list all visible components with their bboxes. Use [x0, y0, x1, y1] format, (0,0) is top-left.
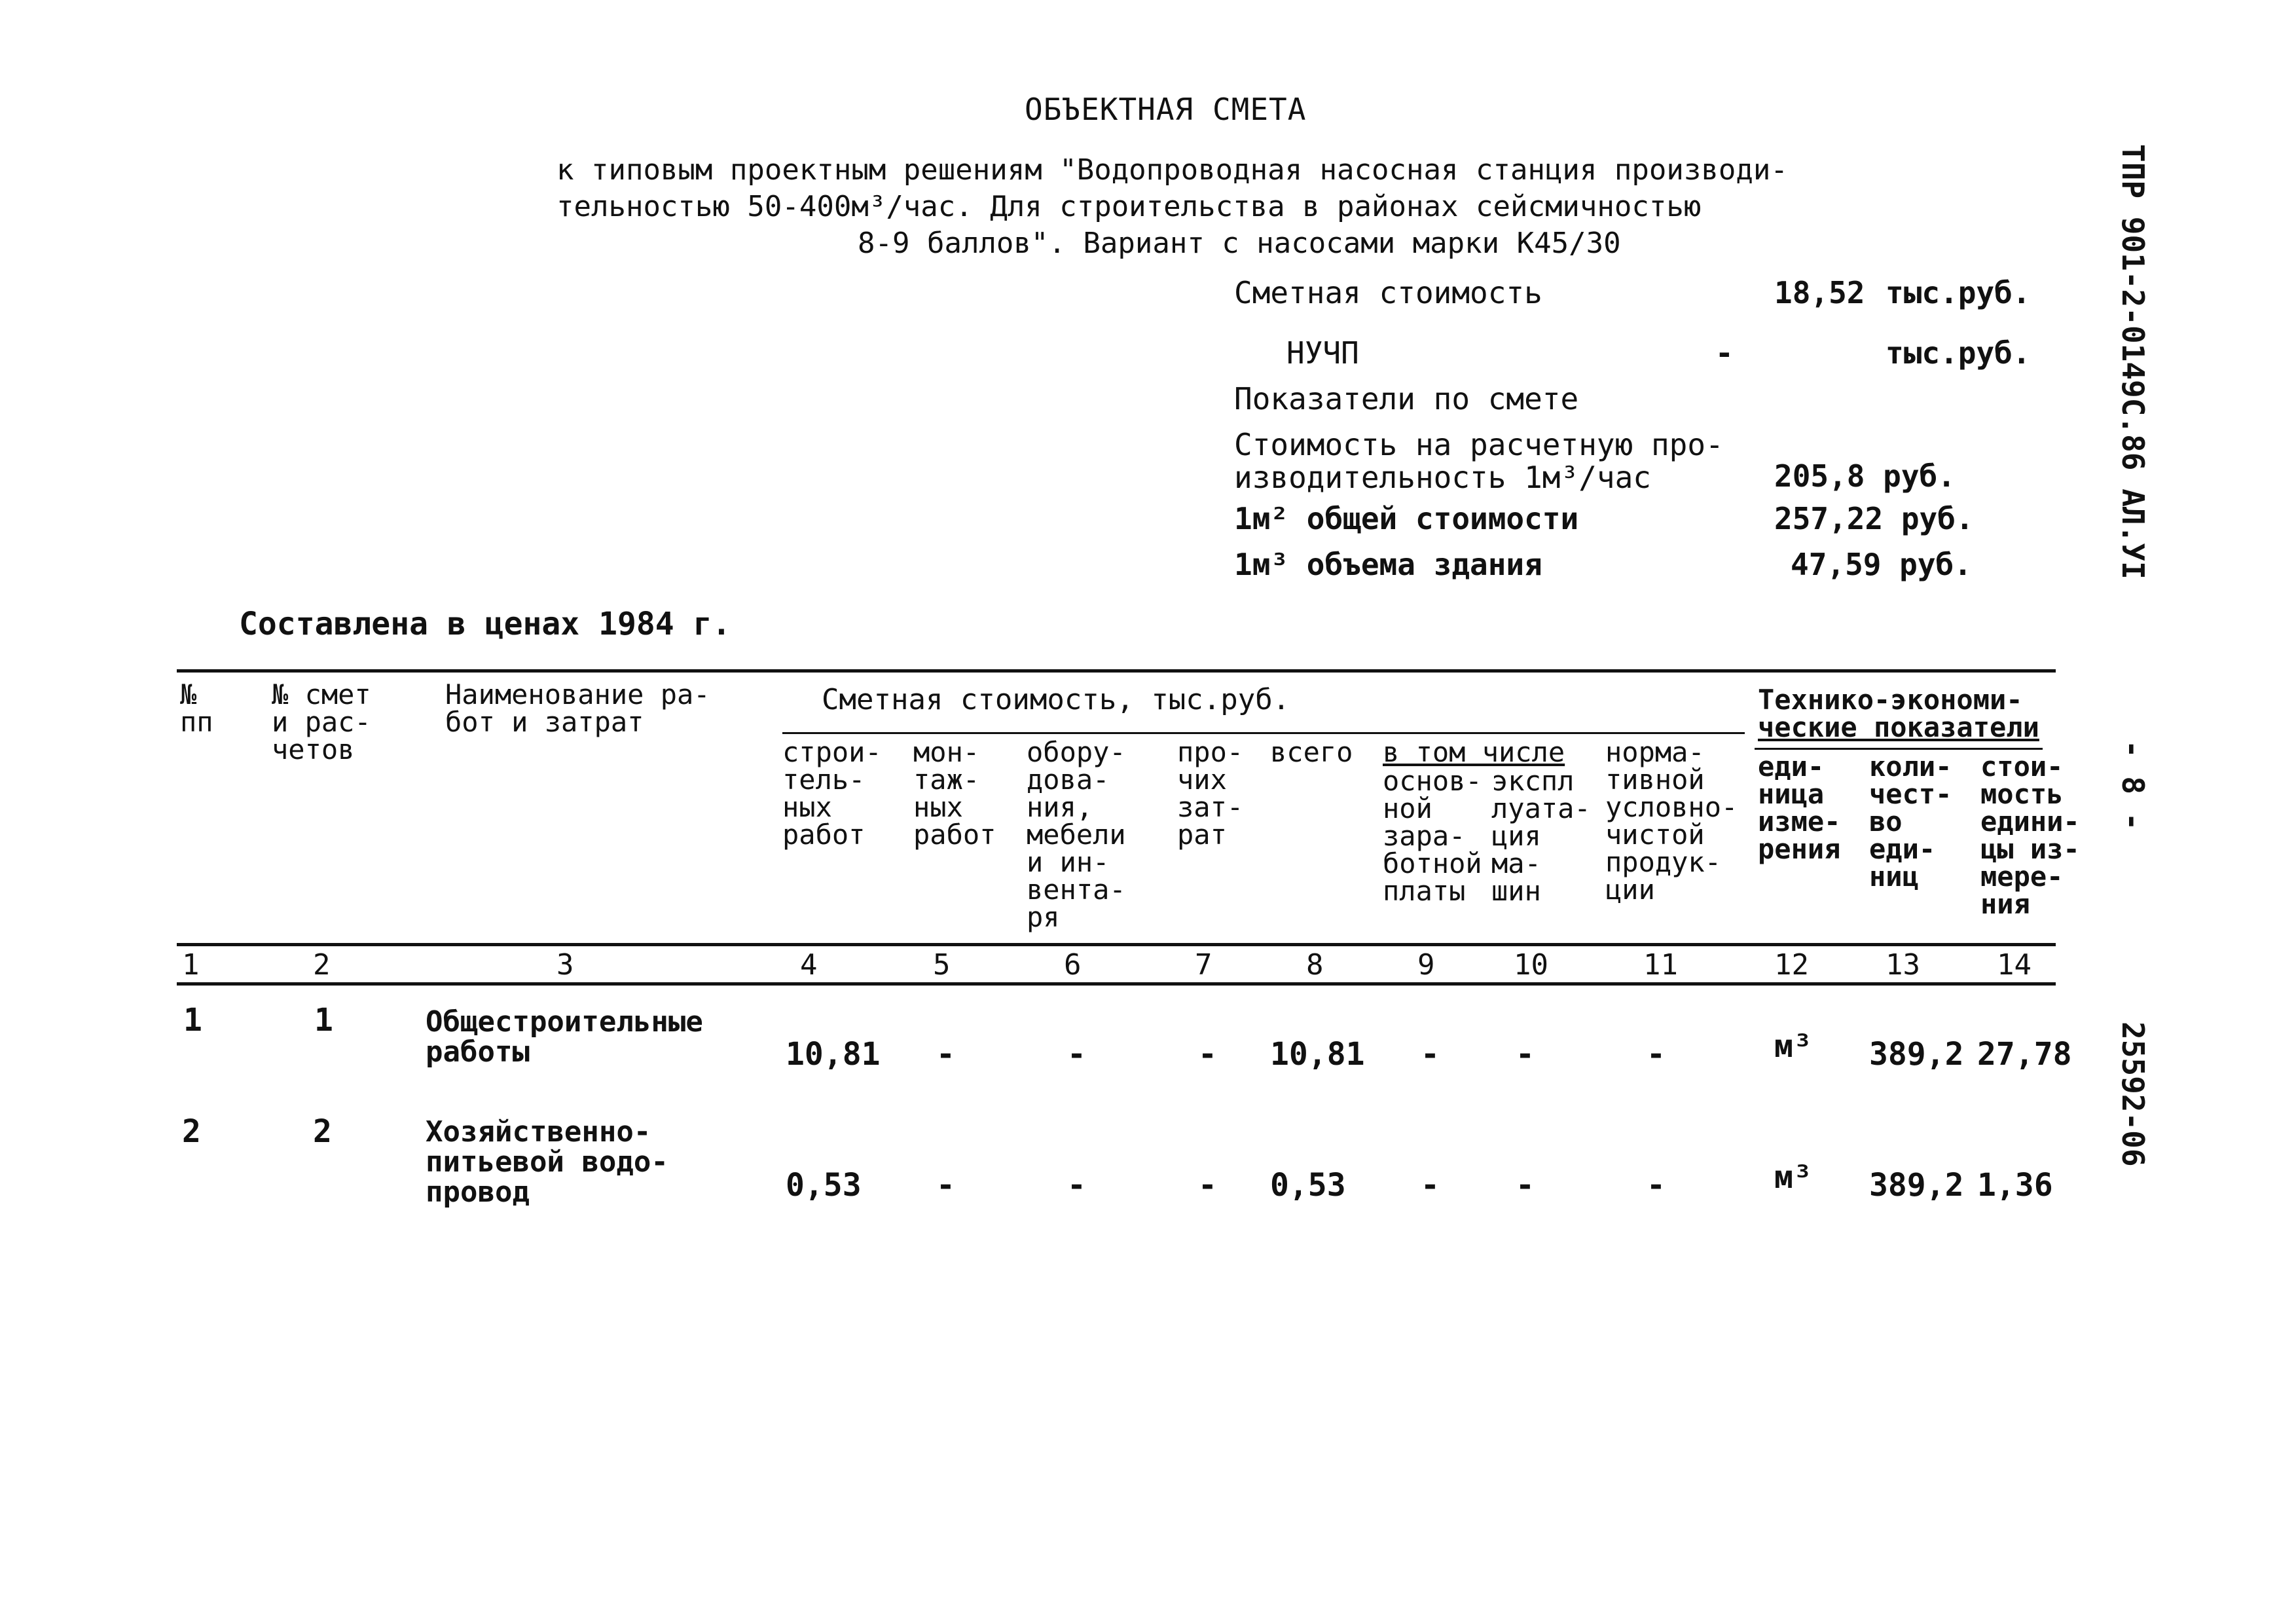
header-col-12: еди- ница изме- рения — [1758, 750, 1841, 865]
document-subtitle — [556, 152, 1788, 262]
column-number: 6 — [1064, 948, 1082, 982]
header-col-13: коли- чест- во еди- ниц — [1869, 750, 1952, 893]
column-number: 1 — [182, 948, 200, 982]
column-number: 13 — [1886, 948, 1920, 982]
unit: м³ — [1774, 1028, 1812, 1065]
header-col-14: стои- мость едини- цы из- мере- ния — [1980, 750, 2080, 920]
header-cost-group: Сметная стоимость, тыс.руб. — [822, 683, 1290, 716]
header-col-9: основ- ной зара- ботной платы — [1383, 765, 1482, 907]
column-number: 7 — [1195, 948, 1212, 982]
unit-cost: 1,36 — [1977, 1167, 2053, 1204]
column-number: 12 — [1774, 948, 1809, 982]
subtitle-line-3: 8-9 баллов". Вариант с насосами марки К45/30 — [858, 227, 1621, 260]
cost-value: 18,52 — [1774, 275, 1865, 310]
column-number: 4 — [800, 948, 818, 982]
compiled-note: Составлена в ценах 1984 г. — [239, 606, 731, 642]
construction-cost: 0,53 — [786, 1167, 862, 1204]
capacity-label-2: изводительность 1м³/час — [1234, 460, 1651, 495]
capacity-value: 205,8 руб. — [1774, 458, 1956, 494]
installation-cost: - — [936, 1036, 955, 1073]
salary-cost: - — [1421, 1036, 1440, 1073]
header-col-2: № смет и рас- четов — [272, 678, 371, 766]
header-col-5: мон- таж- ных работ — [913, 736, 996, 851]
header-bottom-rule — [177, 943, 2056, 946]
indicators-label: Показатели по смете — [1234, 381, 1579, 416]
column-number: 9 — [1417, 948, 1435, 982]
side-code-label: ТПР 901-2-0149С.86 АЛ.УI — [2115, 144, 2151, 580]
column-number: 11 — [1643, 948, 1678, 982]
tech-group-rule — [1755, 748, 2043, 750]
total-cost: 0,53 — [1270, 1167, 1346, 1204]
volume-label: 1м³ объема здания — [1234, 547, 1542, 582]
nuchp-value: - — [1715, 335, 1734, 371]
area-value: 257,22 руб. — [1774, 501, 1974, 536]
subtitle-line-2: тельностью 50-400м³/час. Для строительства в районах сейсмичностью — [556, 190, 1702, 223]
document-title: ОБЪЕКТНАЯ СМЕТА — [1025, 92, 1307, 127]
work-name: Хозяйственно- питьевой водо- провод — [426, 1115, 668, 1209]
table-top-rule — [177, 669, 2056, 673]
equipment-cost: - — [1067, 1036, 1086, 1073]
side-page-label: - 8 - — [2115, 740, 2151, 831]
normative-product: - — [1647, 1167, 1666, 1204]
header-col-8: всего — [1270, 736, 1353, 768]
other-cost: - — [1198, 1036, 1217, 1073]
unit-cost: 27,78 — [1977, 1036, 2072, 1073]
capacity-label-1: Стоимость на расчетную про- — [1234, 427, 1724, 462]
construction-cost: 10,81 — [786, 1036, 881, 1073]
header-col-6: обору- дова- ния, мебели и ин- вента- ря — [1027, 736, 1126, 933]
row-number: 1 — [183, 1002, 202, 1039]
column-number: 2 — [313, 948, 331, 982]
installation-cost: - — [936, 1167, 955, 1204]
header-tech-group: Технико-экономи- ческие показатели — [1758, 684, 2039, 743]
equipment-cost: - — [1067, 1167, 1086, 1204]
estimate-number: 1 — [314, 1002, 333, 1039]
cost-group-rule — [782, 732, 1745, 734]
cost-unit: тыс.руб. — [1886, 275, 2031, 310]
quantity: 389,2 — [1869, 1167, 1964, 1204]
column-number: 8 — [1306, 948, 1324, 982]
header-col-7: про- чих зат- рат — [1177, 736, 1244, 851]
header-col-3: Наименование ра- бот и затрат — [445, 678, 710, 738]
column-number: 5 — [933, 948, 951, 982]
normative-product: - — [1647, 1036, 1666, 1073]
header-incl-group: в том числе — [1383, 736, 1565, 768]
unit: м³ — [1774, 1159, 1812, 1196]
column-number: 14 — [1997, 948, 2032, 982]
column-number: 10 — [1514, 948, 1548, 982]
machine-cost: - — [1516, 1036, 1535, 1073]
nuchp-unit: тыс.руб. — [1886, 335, 2031, 371]
subtitle-line-1: к типовым проектным решениям "Водопроводная насосная станция производи- — [556, 153, 1788, 187]
other-cost: - — [1198, 1167, 1217, 1204]
header-col-11: норма- тивной условно- чистой продук- ции — [1605, 736, 1738, 906]
salary-cost: - — [1421, 1167, 1440, 1204]
estimate-number: 2 — [313, 1113, 332, 1150]
header-col-4: строи- тель- ных работ — [782, 736, 882, 851]
area-label: 1м² общей стоимости — [1234, 501, 1579, 536]
cost-label: Сметная стоимость — [1234, 275, 1542, 310]
work-name: Общестроительные работы — [426, 1005, 703, 1069]
column-numbers-rule — [177, 982, 2056, 986]
total-cost: 10,81 — [1270, 1036, 1365, 1073]
volume-value: 47,59 руб. — [1791, 547, 1972, 582]
side-doc-number: 25592-06 — [2115, 1022, 2151, 1167]
machine-cost: - — [1516, 1167, 1535, 1204]
header-col-10: экспл луата- ция ма- шин — [1491, 765, 1591, 907]
quantity: 389,2 — [1869, 1036, 1964, 1073]
row-number: 2 — [182, 1113, 201, 1150]
header-col-1: № пп — [180, 678, 213, 738]
column-number: 3 — [556, 948, 574, 982]
nuchp-label: НУЧП — [1286, 335, 1359, 371]
